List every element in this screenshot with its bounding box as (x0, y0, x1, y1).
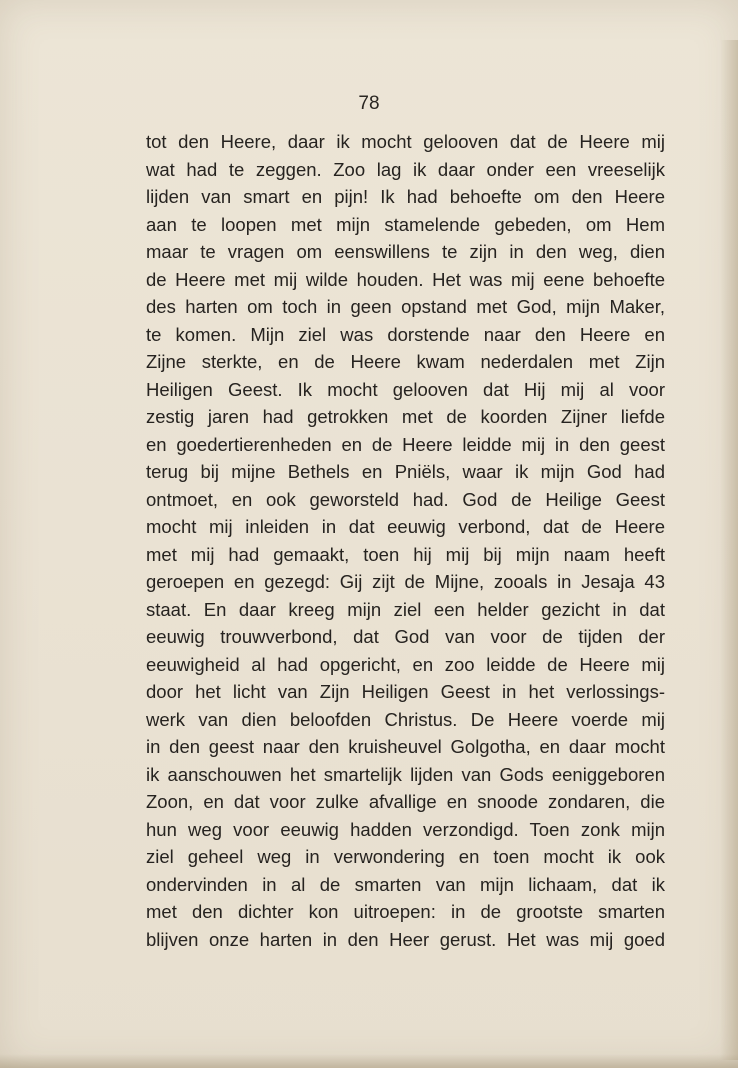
text-line: maar te vragen om eenswillens te zijn in den weg, dien (146, 241, 665, 262)
text-line: de Heere met mij wilde houden. Het was mij eene behoefte (146, 268, 665, 290)
text-line: lijden van smart en pijn! Ik had behoefte om den Heere (146, 186, 665, 207)
page-edge-shadow (720, 40, 738, 1060)
text-line: tot den Heere, daar ik mocht gelooven dat de Heere mij (146, 131, 665, 152)
text-line: ontmoet, en ook geworsteld had. God de Heilige Geest (146, 488, 665, 510)
text-line: werk van dien beloofden Christus. De Heere voerde mij (146, 708, 665, 730)
text-line: aan te loopen met mijn stamelende gebeden, om Hem (146, 213, 665, 235)
text-line: met mij had gemaakt, toen hij mij bij mijn naam heeft (146, 543, 665, 565)
text-line: in den geest naar den kruisheuvel Golgotha, en daar mocht (146, 736, 665, 757)
text-line: ondervinden in al de smarten van mijn lichaam, dat ik (146, 873, 665, 895)
text-line: eeuwig trouwverbond, dat God van voor de tijden der (146, 626, 665, 647)
page-bottom-shadow (0, 1054, 738, 1068)
text-line: te komen. Mijn ziel was dorstende naar den Heere en (146, 323, 665, 345)
text-line: blijven onze harten in den Heer gerust. Het was mij goed (146, 928, 665, 950)
text-line: en goedertierenheden en de Heere leidde mij in den geest (146, 433, 665, 455)
text-line: Zijne sterkte, en de Heere kwam nederdalen met Zijn (146, 351, 665, 372)
text-line: met den dichter kon uitroepen: in de grootste smarten (146, 901, 665, 922)
page-number: 78 (358, 93, 380, 114)
text-line: Heiligen Geest. Ik mocht gelooven dat Hij mij al voor (146, 378, 665, 400)
text-line: wat had te zeggen. Zoo lag ik daar onder een vreeselijk (146, 158, 665, 180)
text-line: hun weg voor eeuwig hadden verzondigd. Toen zonk mijn (146, 818, 665, 840)
text-line: mocht mij inleiden in dat eeuwig verbond, dat de Heere (146, 516, 665, 537)
text-line: ik aanschouwen het smartelijk lijden van Gods eeniggeboren (146, 763, 665, 785)
text-line: Zoon, en dat voor zulke afvallige en snoode zondaren, die (146, 791, 665, 812)
text-line: eeuwigheid al had opgericht, en zoo leidde de Heere mij (146, 653, 665, 675)
text-line: zestig jaren had getrokken met de koorden Zijner liefde (146, 406, 665, 427)
text-line: geroepen en gezegd: Gij zijt de Mijne, zooals in Jesaja 43 (146, 571, 665, 592)
text-line: ziel geheel weg in verwondering en toen mocht ik ook (146, 846, 665, 867)
text-line: terug bij mijne Bethels en Pniëls, waar ik mijn God had (146, 461, 665, 482)
text-line: staat. En daar kreeg mijn ziel een helder gezicht in dat (146, 598, 665, 620)
text-line: des harten om toch in geen opstand met God, mijn Maker, (146, 296, 665, 317)
text-line: door het licht van Zijn Heiligen Geest in het verlossings- (146, 681, 665, 702)
body-text (146, 128, 665, 953)
